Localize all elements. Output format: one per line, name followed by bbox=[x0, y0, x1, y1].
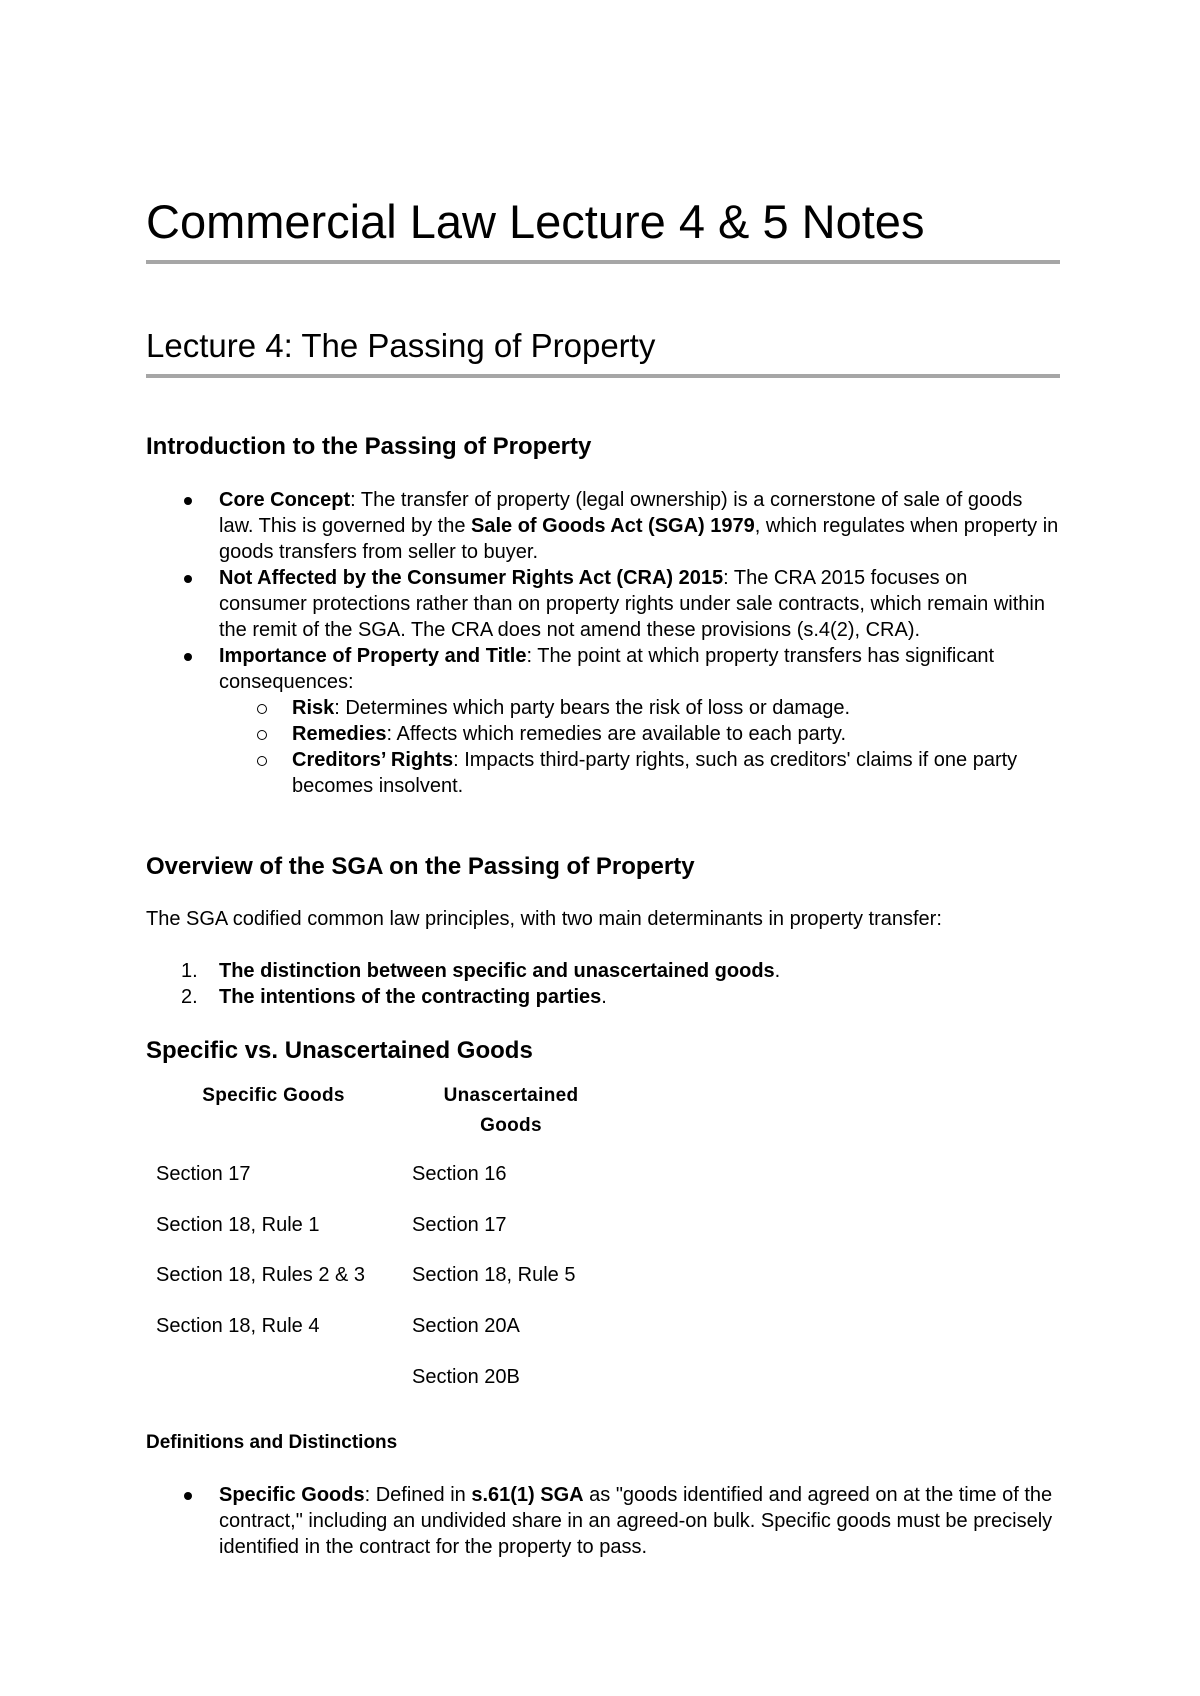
list-item bbox=[219, 565, 1059, 643]
bullet-label: Specific Goods bbox=[219, 1484, 365, 1506]
bullet-bold-text: Sale of Goods Act (SGA) 1979 bbox=[471, 515, 755, 537]
definitions-heading: Definitions and Distinctions bbox=[146, 1432, 398, 1453]
sub-label: Risk bbox=[292, 697, 335, 719]
sub-text: : Impacts third-party rights, such as creditors' claims if one party becomes insolvent. bbox=[292, 749, 1018, 797]
definitions-bullet-list bbox=[219, 1482, 1059, 1560]
list-item bbox=[219, 643, 1059, 799]
item-bold-text: The distinction between specific and unascertained goods bbox=[219, 960, 775, 982]
list-item bbox=[181, 958, 1059, 984]
goods-heading: Specific vs. Unascertained Goods bbox=[146, 1037, 533, 1064]
table-cell: Section 17 bbox=[156, 1163, 251, 1185]
overview-numbered-list bbox=[181, 958, 1059, 1010]
bullet-icon bbox=[184, 497, 192, 505]
document-title: Commercial Law Lecture 4 & 5 Notes bbox=[146, 195, 925, 248]
item-number: 1. bbox=[181, 960, 198, 982]
bullet-text: : The CRA 2015 focuses on consumer protections rather than on property rights under sale contracts, which remain within the remit of the SGA. The CRA does not amend these provisions (s.4(2), CRA). bbox=[219, 567, 1045, 641]
item-bold-text: The intentions of the contracting parties bbox=[219, 986, 602, 1008]
list-item bbox=[219, 487, 1059, 565]
header-line: Goods bbox=[480, 1115, 542, 1136]
bullet-label: Importance of Property and Title bbox=[219, 645, 527, 667]
bullet-text: as "goods identified and agreed on at the time of the contract," including an undivided share in an agreed-on bulk. Specific goods must be precisely identified in the contract for the property to pass. bbox=[219, 1484, 1053, 1558]
hollow-bullet-icon bbox=[257, 704, 267, 714]
lecture4-heading: Lecture 4: The Passing of Property bbox=[146, 327, 656, 364]
bullet-label: Core Concept bbox=[219, 489, 351, 511]
table-cell: Section 17 bbox=[412, 1214, 507, 1236]
hollow-bullet-icon bbox=[257, 730, 267, 740]
sub-text: : Determines which party bears the risk of loss or damage. bbox=[334, 697, 851, 719]
sub-label: Creditors’ Rights bbox=[292, 749, 454, 771]
bullet-text: : Defined in bbox=[364, 1484, 472, 1506]
intro-heading: Introduction to the Passing of Property bbox=[146, 433, 592, 460]
header-line: Unascertained bbox=[443, 1085, 579, 1106]
column-header-unascertained bbox=[411, 1081, 611, 1141]
table-cell: Section 20A bbox=[412, 1315, 520, 1337]
hollow-bullet-icon bbox=[257, 756, 267, 766]
sub-list-item bbox=[292, 721, 1059, 747]
lecture4-rule bbox=[146, 374, 1060, 378]
sub-list bbox=[292, 695, 1059, 799]
bullet-text: , which regulates when property in goods transfers from seller to buyer. bbox=[219, 515, 1059, 563]
bullet-label: Not Affected by the Consumer Rights Act (CRA) 2015 bbox=[219, 567, 724, 589]
table-cell: Section 18, Rule 1 bbox=[156, 1214, 320, 1236]
sub-list-item bbox=[292, 695, 1059, 721]
intro-bullet-list bbox=[219, 487, 1059, 799]
table-cell: Section 18, Rule 5 bbox=[412, 1264, 576, 1286]
table-cell: Section 18, Rule 4 bbox=[156, 1315, 320, 1337]
table-cell: Section 18, Rules 2 & 3 bbox=[156, 1264, 366, 1286]
overview-paragraph: The SGA codified common law principles, with two main determinants in property transfer: bbox=[146, 908, 942, 930]
item-number: 2. bbox=[181, 986, 198, 1008]
bullet-icon bbox=[184, 575, 192, 583]
title-rule bbox=[146, 260, 1060, 264]
table-cell: Section 20B bbox=[412, 1366, 520, 1388]
sub-label: Remedies bbox=[292, 723, 387, 745]
bullet-text: : The point at which property transfers has significant consequences: bbox=[219, 645, 995, 693]
list-item bbox=[219, 1482, 1059, 1560]
column-header-specific: Specific Goods bbox=[202, 1085, 345, 1106]
bullet-bold-text: s.61(1) SGA bbox=[471, 1484, 584, 1506]
bullet-icon bbox=[184, 1492, 192, 1500]
table-cell: Section 16 bbox=[412, 1163, 507, 1185]
overview-heading: Overview of the SGA on the Passing of Property bbox=[146, 853, 695, 880]
sub-list-item bbox=[292, 747, 1059, 799]
sub-text: : Affects which remedies are available to each party. bbox=[386, 723, 847, 745]
item-tail: . bbox=[774, 960, 781, 982]
list-item bbox=[181, 984, 1059, 1010]
item-tail: . bbox=[601, 986, 607, 1008]
bullet-text: : The transfer of property (legal ownership) is a cornerstone of sale of goods law. This is governed by the bbox=[219, 489, 1023, 537]
bullet-icon bbox=[184, 653, 192, 661]
